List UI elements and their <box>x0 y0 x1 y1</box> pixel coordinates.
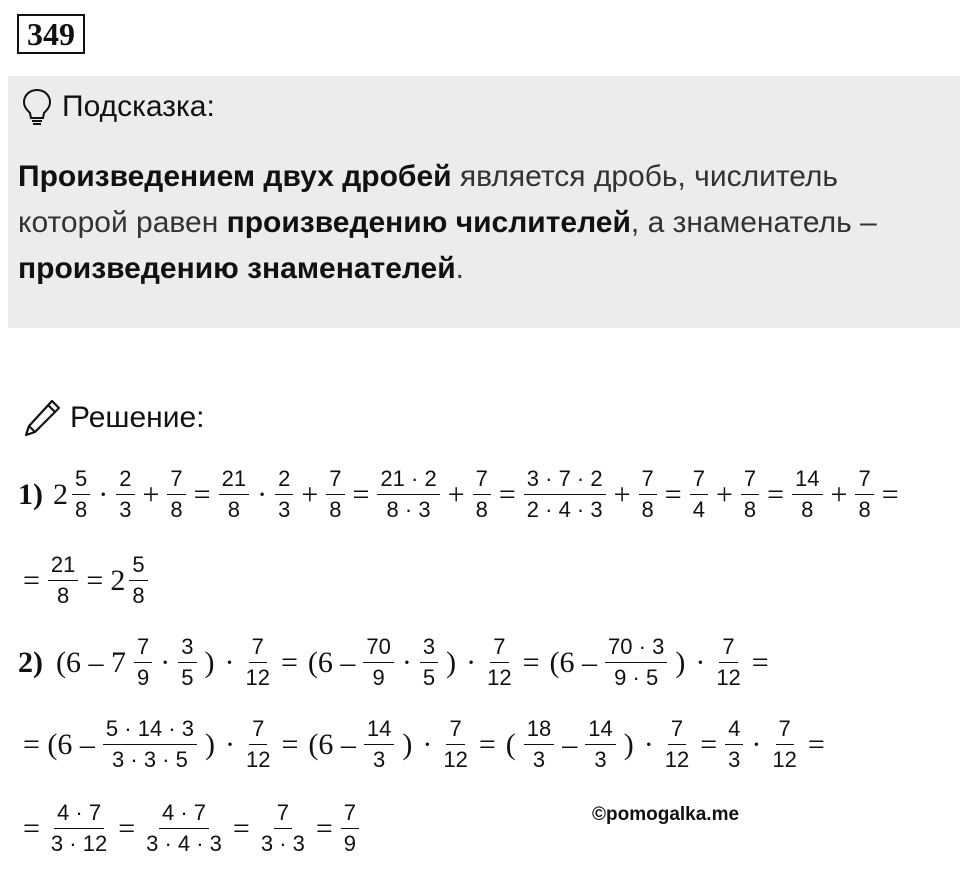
denominator: 3 <box>532 747 546 772</box>
fraction <box>326 466 344 523</box>
watermark: ©pomogalka.me <box>592 804 740 825</box>
math-operator: = <box>700 727 718 761</box>
math-operator: = <box>751 645 769 679</box>
denominator: 9 · 5 <box>614 665 659 690</box>
math-operator: = <box>498 477 516 511</box>
numerator: 14 <box>585 716 615 745</box>
numerator: 7 <box>326 466 344 495</box>
math-operator: · <box>257 477 268 511</box>
denominator: 9 <box>343 831 357 856</box>
fraction <box>741 466 759 523</box>
hint-text-segment: . <box>455 252 465 285</box>
math-operator: ) <box>623 727 634 761</box>
denominator: 3 <box>594 747 607 772</box>
numerator: 5 · 14 · 3 <box>103 716 197 745</box>
math-operator: + <box>301 477 319 511</box>
denominator: 3 <box>728 747 741 772</box>
denominator: 5 <box>422 665 436 690</box>
hint-bold-text: Произведением двух дробей <box>18 160 452 193</box>
numerator: 7 <box>719 634 737 663</box>
numerator: 4 · 7 <box>159 800 209 829</box>
denominator: 8 <box>57 583 70 608</box>
denominator: 8 <box>475 497 488 522</box>
numerator: 21 <box>219 466 249 495</box>
math-operator: = (6 – <box>23 727 95 761</box>
fraction <box>219 466 249 523</box>
numerator: 7 <box>776 716 794 745</box>
denominator: 3 · 3 · 5 <box>112 747 188 772</box>
math-operator: ) <box>204 645 215 679</box>
fraction <box>364 716 394 773</box>
step-label: 1) <box>18 477 43 511</box>
numerator: 7 <box>668 716 686 745</box>
numerator: 3 · 7 · 2 <box>524 466 606 495</box>
math-operator: ) <box>204 727 215 761</box>
fraction <box>129 552 147 609</box>
denominator: 3 <box>372 747 386 772</box>
fraction <box>792 466 822 523</box>
fraction <box>524 716 554 773</box>
math-operator: = <box>522 645 540 679</box>
numerator: 7 <box>639 466 657 495</box>
math-operator: + <box>830 477 848 511</box>
math-operator: = <box>807 727 825 761</box>
denominator: 8 · 3 <box>386 497 431 522</box>
solution-header <box>22 398 204 438</box>
denominator: 8 <box>329 497 342 522</box>
math-operator: · <box>160 645 171 679</box>
math-operator: = <box>232 811 250 845</box>
math-operator: = <box>280 645 298 679</box>
math-operator: · <box>466 645 477 679</box>
fraction <box>855 466 873 523</box>
denominator: 8 <box>858 497 871 522</box>
denominator: 8 <box>641 497 654 522</box>
numerator: 21 <box>48 552 78 581</box>
numerator: 14 <box>364 716 394 745</box>
hint-text-segment: является дробь, числитель которой равен <box>18 160 839 239</box>
numerator: 5 <box>129 552 147 581</box>
fraction <box>72 466 90 523</box>
fraction <box>178 634 196 691</box>
math-operator: = <box>118 811 136 845</box>
hint-bold-text: произведению знаменателей <box>18 252 456 285</box>
solution-title: Решение: <box>70 401 205 434</box>
fraction <box>341 800 359 857</box>
math-operator: (6 – <box>308 727 356 761</box>
denominator: 12 <box>443 747 468 772</box>
denominator: 8 <box>743 497 757 522</box>
denominator: 9 <box>137 665 150 690</box>
numerator: 14 <box>792 466 822 495</box>
math-operator: · <box>98 477 109 511</box>
math-operator: = <box>23 811 40 845</box>
fraction <box>484 634 514 691</box>
hint-text <box>18 154 948 292</box>
solution-line <box>18 552 151 609</box>
numerator: 18 <box>524 716 554 745</box>
fraction <box>605 634 667 691</box>
fraction <box>258 800 308 857</box>
math-operator: = <box>315 811 333 845</box>
math-operator: · <box>643 727 654 761</box>
denominator: 2 · 4 · 3 <box>526 497 603 522</box>
fraction <box>48 552 78 609</box>
math-operator: ( <box>505 727 516 761</box>
numerator: 4 · 7 <box>54 800 104 829</box>
math-operator: + <box>715 477 733 511</box>
numerator: 2 <box>275 466 293 495</box>
whole-number: 2 <box>110 563 126 597</box>
math-operator: = <box>281 727 299 761</box>
fraction <box>769 716 799 773</box>
fraction <box>134 634 152 691</box>
math-operator: · <box>224 727 235 761</box>
math-operator: ) <box>675 645 686 679</box>
math-operator: + <box>613 477 631 511</box>
lightbulb-icon <box>22 88 52 126</box>
solution-line <box>18 466 904 523</box>
numerator: 3 <box>178 634 196 663</box>
math-operator: + <box>142 477 160 511</box>
denominator: 3 <box>278 497 291 522</box>
solution-line <box>18 634 774 691</box>
fraction <box>420 634 438 691</box>
numerator: 7 <box>341 800 359 829</box>
solution-line <box>18 716 830 773</box>
math-operator: · <box>695 645 706 679</box>
math-operator: = <box>664 477 682 511</box>
step-label: 2) <box>18 645 43 679</box>
fraction <box>167 466 185 523</box>
fraction <box>243 634 273 691</box>
whole-number: 2 <box>53 477 68 511</box>
fraction <box>275 466 293 523</box>
denominator: 12 <box>716 665 741 690</box>
math-operator: (6 – <box>549 645 598 679</box>
denominator: 8 <box>132 583 145 608</box>
fraction <box>48 800 110 857</box>
fraction <box>440 716 470 773</box>
denominator: 3 · 12 <box>50 831 108 856</box>
fraction <box>116 466 134 523</box>
hint-header <box>22 88 215 126</box>
math-operator: · <box>224 645 235 679</box>
fraction <box>585 716 615 773</box>
solution-line <box>18 800 362 857</box>
fraction <box>377 466 439 523</box>
numerator: 2 <box>116 466 134 495</box>
denominator: 8 <box>801 497 814 522</box>
math-operator: · <box>751 727 762 761</box>
numerator: 7 <box>167 466 185 495</box>
numerator: 70 · 3 <box>605 634 667 663</box>
math-operator: = <box>881 477 899 511</box>
denominator: 12 <box>245 665 270 690</box>
fraction <box>143 800 225 857</box>
math-operator: = <box>23 563 40 597</box>
denominator: 9 <box>372 665 385 690</box>
fraction <box>662 716 692 773</box>
denominator: 8 <box>227 497 240 522</box>
math-operator: = <box>352 477 370 511</box>
fraction <box>713 634 743 691</box>
denominator: 8 <box>75 497 88 522</box>
hint-title: Подсказка: <box>62 90 215 123</box>
math-operator: ) <box>446 645 457 679</box>
hint-bold-text: произведению числителей <box>226 206 631 239</box>
denominator: 3 <box>119 497 132 522</box>
denominator: 5 <box>181 665 194 690</box>
numerator: 21 · 2 <box>377 466 439 495</box>
numerator: 7 <box>134 634 152 663</box>
denominator: 12 <box>487 665 512 690</box>
denominator: 3 · 3 <box>260 831 305 856</box>
fraction <box>639 466 657 523</box>
fraction <box>243 716 273 773</box>
math-operator: = <box>193 477 211 511</box>
math-operator: – <box>562 727 578 761</box>
numerator: 7 <box>473 466 491 495</box>
math-operator: · <box>422 727 433 761</box>
denominator: 12 <box>664 747 690 772</box>
fraction <box>725 716 743 773</box>
numerator: 7 <box>690 466 708 495</box>
numerator: 7 <box>741 466 759 495</box>
math-operator: + <box>447 477 465 511</box>
numerator: 70 <box>363 634 393 663</box>
numerator: 4 <box>725 716 743 745</box>
math-operator: · <box>401 645 412 679</box>
denominator: 12 <box>772 747 797 772</box>
fraction <box>524 466 606 523</box>
problem-number: 349 <box>17 14 85 54</box>
pencil-icon <box>22 398 62 438</box>
numerator: 7 <box>274 800 292 829</box>
math-operator: = <box>86 563 104 597</box>
hint-box <box>8 76 960 328</box>
denominator: 12 <box>245 747 271 772</box>
numerator: 3 <box>420 634 438 663</box>
numerator: 7 <box>249 634 267 663</box>
numerator: 7 <box>249 716 267 745</box>
denominator: 3 · 4 · 3 <box>146 831 222 856</box>
math-operator: = <box>478 727 496 761</box>
numerator: 7 <box>446 716 464 745</box>
fraction <box>473 466 491 523</box>
hint-text-segment: , а знаменатель – <box>630 206 877 239</box>
fraction <box>103 716 197 773</box>
math-operator: ) <box>402 727 413 761</box>
math-operator: = <box>767 477 785 511</box>
denominator: 8 <box>170 497 183 522</box>
numerator: 7 <box>490 634 508 663</box>
fraction <box>690 466 708 523</box>
denominator: 4 <box>692 497 705 522</box>
numerator: 5 <box>72 466 90 495</box>
math-operator: (6 – 7 <box>56 645 126 679</box>
math-operator: (6 – <box>307 645 356 679</box>
fraction <box>363 634 393 691</box>
numerator: 7 <box>855 466 873 495</box>
